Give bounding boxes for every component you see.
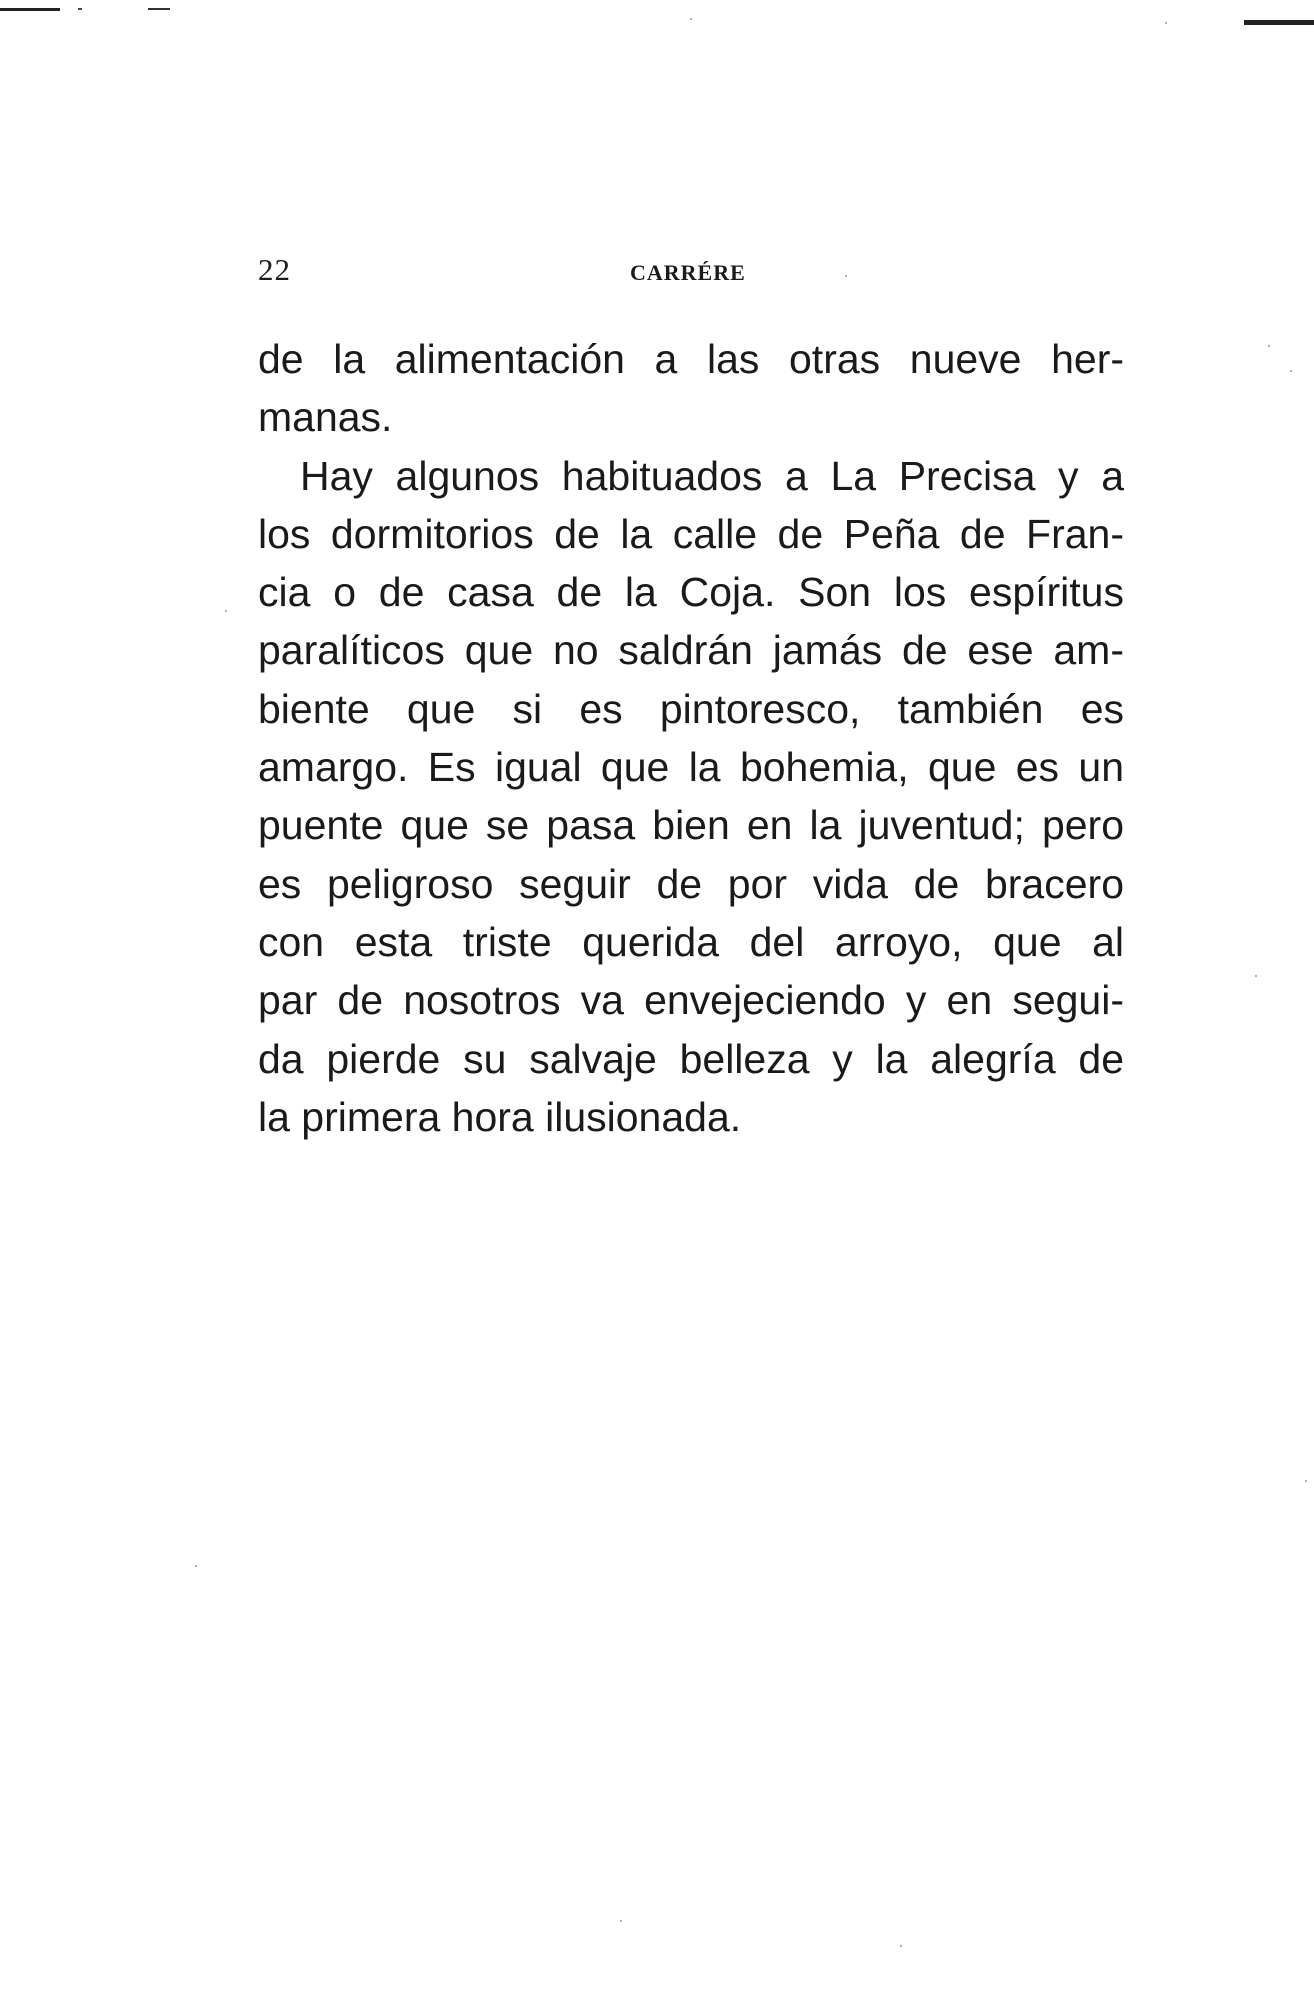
text-line: los dormitorios de la calle de Peña de Fran- <box>258 510 1124 557</box>
scan-speck <box>225 610 227 612</box>
text-line: con esta triste querida del arroyo, que al <box>258 918 1124 965</box>
scan-speck <box>1290 370 1292 372</box>
scan-speck <box>1255 975 1257 977</box>
scan-artifact <box>148 8 170 10</box>
scan-speck <box>195 1565 197 1567</box>
scan-artifact <box>0 8 60 11</box>
text-line: da pierde su salvaje belleza y la alegría de <box>258 1035 1124 1082</box>
text-line: puente que se pasa bien en la juventud; pero <box>258 802 1124 849</box>
scan-speck <box>620 1920 622 1922</box>
paragraph <box>258 330 1124 447</box>
scan-speck <box>900 1945 902 1947</box>
scan-speck <box>690 18 692 20</box>
text-line: manas. <box>258 394 393 441</box>
scan-speck <box>1268 345 1270 347</box>
scan-speck <box>1305 1480 1307 1482</box>
page-header <box>258 252 1128 292</box>
text-line: de la alimentación a las otras nueve her- <box>258 336 1124 382</box>
text-line: paralíticos que no saldrán jamás de ese am- <box>258 627 1124 674</box>
text-line: biente que si es pintoresco, también es <box>258 685 1124 732</box>
running-head: CARRÉRE <box>630 260 746 285</box>
body-text <box>258 330 1124 1146</box>
page-number: 22 <box>258 252 291 287</box>
paragraph <box>258 447 1124 1147</box>
text-line: la primera hora ilusionada. <box>258 1093 742 1140</box>
scan-speck <box>1165 22 1167 24</box>
text-line: Hay algunos habituados a La Precisa y a <box>300 452 1124 499</box>
text-line: es peligroso seguir de por vida de bracero <box>258 860 1124 907</box>
text-line: par de nosotros va envejeciendo y en segui- <box>258 977 1124 1024</box>
scan-artifact <box>78 8 82 10</box>
text-line: cia o de casa de la Coja. Son los espíritus <box>258 569 1124 616</box>
text-line: amargo. Es igual que la bohemia, que es un <box>258 744 1124 791</box>
scan-artifact <box>1244 20 1314 25</box>
